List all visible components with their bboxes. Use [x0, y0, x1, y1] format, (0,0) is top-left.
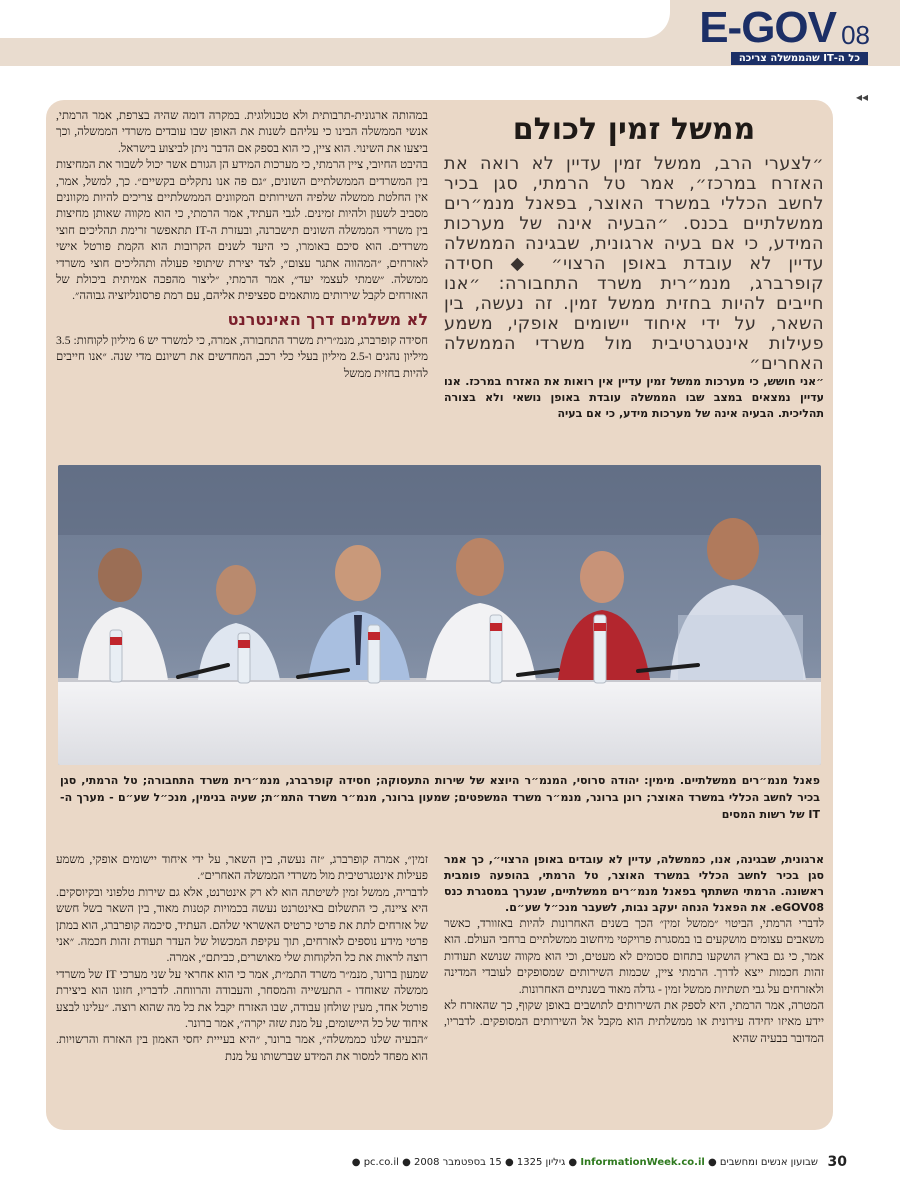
body-paragraph: לדברי הרמתי, הביטוי ״ממשל זמין״ הכך בשנים האחרונות להיות באזוורד, כאשר משאבים עצומים מושקעים בו במסגרת פרויקטי מיחשוב ממשלתיים ברחבי העולם. הוא אמר, כי גם בארץ הושקעו בתחום סכומים לא מעטים, וכי הוא מקווה שנושא תעודות זהות חכמות ייצא לדרך. הרמתי ציין, שכמות השירותים שמסופקים לעובדי המדינה ולאזרחים על גבי תשתיות ממשל זמין - גדלה מאוד בשנתיים האחרונות. [444, 917, 824, 996]
folio-line [352, 1157, 818, 1168]
page-footer [0, 1154, 900, 1174]
logo-number: 08 [841, 20, 870, 50]
body-paragraph: שמעון ברונר, מנמ״ר משרד התמ״ת, אמר כי הוא אחראי על שני מערכי IT של משרדי ממשלה שאוחדו - התעשייה והמסחר, והעבודה והרווחה. לדבריו, חזונו הוא ביצירת פורטל אחד, מעין שולחן עבודה, שבו האזרח יקבל את כל מה שהוא רוצה. ״עלינו לבצע איחוד של כל היישומים, על מנת שזה יקרה״, אמר ברונר. [56, 967, 428, 1031]
intro-paragraph: ״לצערי הרב, ממשל זמין עדיין לא רואה את האזרח במרכז״, אמר טל הרמתי, סגן בכיר לחשב הכללי במשרד האוצר, בפאנל מנמ״רים ממשלתיים בכנס. ״הבעיה אינה של מערכות המידע, כי אם בעיה ארגונית, שבגינה הממשלה עדיין לא עובדת באופן הרצוי״ ◆ חסידה קופרברג, מנמ״רית משרד התחבורה: ״אנו חייבים להיות בחזית ממשל זמין. זה נעשה, בין השאר, על ידי איחוד יישומים אופקי, משמע פעילות אינטגרטיבית מול משרדי הממשלה האחרים״ [444, 154, 824, 374]
folio-pre: שבועון אנשים ומחשבים ● [704, 1157, 818, 1168]
body-paragraph-bold: ארגונית, שבגינה, אנו, כממשלה, עדיין לא עובדים באופן הרצוי״, כך אמר סגן בכיר לחשב הכללי במשרד האוצר, טל הרמתי, בהופעה פומבית ראשונה. הרמתי השתתף בפאנל מנמ״רים ממשלתיים, שנערך במסגרת כנס eGOV08. את הפאנל הנחה יעקב נבות, לשעבר מנכ״ל שע״ם. [444, 853, 824, 914]
logo-tagline: כל ה-IT שהממשלה צריכה [731, 52, 868, 65]
body-paragraph: זמין״, אמרה קופרברג, ״זה נעשה, בין השאר, על ידי איחוד יישומים אופקי, משמע פעילות אינטגרטיבית מול משרדי הממשלה האחרים״. [56, 853, 428, 883]
folio-post: ● גיליון 1325 ● 15 בספטמבר 2008 ● pc.co.il ● [351, 1157, 581, 1168]
site-link[interactable]: InformationWeek.co.il [580, 1157, 705, 1168]
headline: ממשל זמין לכולם [512, 112, 756, 147]
panel-photo [58, 465, 821, 765]
page-number: 30 [827, 1154, 847, 1170]
body-paragraph: ״הבעיה שלנו כממשלה״, אמר ברונר, ״היא בעייית יחסי האמון בין האזרח והרשויות. הוא מפחד למסור את המידע שברשותו על מנת [56, 1033, 428, 1063]
article-bottom-right [444, 852, 824, 1122]
article-box [46, 100, 833, 1130]
section-arrow-icon: ◂◂ [855, 90, 868, 104]
article-top-left [56, 108, 428, 464]
lead-paragraph: ״אני חושש, כי מערכות ממשל זמין עדיין אין רואות את האזרח במרכז. אנו עדיין נמצאים במצב שבו הממשלה עובדת באופן נושאי ולא בצורה תהליכית. הבעיה אינה של מערכות מידע, כי אם בעיה [444, 375, 824, 420]
header-cutout [0, 0, 670, 38]
body-paragraph: חסידה קופרברג, מנמ״רית משרד התחבורה, אמרה, כי למשרד יש 6 מיליון לקוחות: 3.5 מיליון נהגים ו-2.5 מיליון בעלי כלי רכב, המחדשים את רשיונם מדי שנה. ״אנו חייבים להיות בחזית ממשל [56, 333, 428, 380]
body-paragraph: בהיבט החיובי, ציין הרמתי, כי מערכות המידע הן הגורם אשר יכול לשבור את המחיצות בין המשרדים הממשלתיים השונים, ״גם פה אנו נתקלים בקשיים״. כך, למשל, אמר, אין החלטת ממשלה שלפיה השירותים המקוונים הממשלתיים צריכים להיות מקוונים מסביב לשעון ולהיות זמינים. לגבי העתיד, אמר הרמתי, כי הוא מקווה שאותן מחיצות בין משרדי הממשלה השונים תישברנה, ובעזרת ה-IT תתאפשר זרימת תהליכים חוצי משרדים. הוא סיכם באומרו, כי היעד לשנים הקרובות הוא הקמת פורטל אישי לאזרחים, ״המהווה אתגר עצום״, לצד יצירת שיתופי פעולה ותהליכים חוצי משרדי ממשלה. ״שמתי לעצמי יעד״, אמר הרמתי, ״ליצור מהפכה אמיתית ביכולת של האזרחים לקבל שירותים מותאמים ספציפית אליהם, עם רמת פרסונליזציה גבוהה״. [56, 158, 428, 303]
body-paragraph: במהותה ארגונית-תרבותית ולא טכנולוגית. במקרה דומה שהיה בצרפת, אמר הרמתי, אנשי הממשלה הבינו כי עליהם לשנות את האופן שבו עובדים משרדי הממשלה, וכך ביצעו את השינוי. הוא ציין, כי הוא בספק אם הדבר ניתן לביצוע בישראל. [56, 109, 428, 155]
egov-logo [658, 3, 870, 64]
logo-main: E-GOV [699, 3, 836, 52]
panel-photo-illustration [58, 465, 821, 765]
article-bottom-left [56, 852, 428, 1122]
body-paragraph: המטרה, אמר הרמתי, היא לספק את השירותים לתושבים באופן שקוף, כך שהאזרח לא יידע מאיזו יחידה עירונית או ממשלתית הוא מקבל אל השירותים המסופקים. לדבריו, המדובר בבעיה שהיא [444, 999, 824, 1045]
subheading: לא משלמים דרך האינטרנט [227, 309, 428, 329]
photo-caption: פאנל מנמ״רים ממשלתיים. מימין: יהודה סרוסי, המנמ״ר היוצא של שירות התעסוקה; חסידה קופרברג, מנמ״רית משרד התחבורה; טל הרמתי, סגן בכיר לחשב הכללי במשרד האוצר; רונן ברונר, מנמ״ר משרד המשפטים; שמעון ברונר, מנמ״ר משרד התמ״ת; שעיה בנימין, מנכ״ל שע״ם - מערך ה-IT של רשות המסים [60, 774, 820, 821]
body-paragraph: לדבריה, ממשל זמין לשיטתה הוא לא רק אינטרנט, אלא גם שירות טלפוני ובקיוסקים. היא ציינה, כי התשלום באינטרנט נעשה בכמויות קטנות מאוד, בין השאר בשל חשש של אזרחים לתת את פרטי כרטיס האשראי שלהם. העתיד, סיכמה קופרברג, הוא במתן פרטי מידע נוספים לאזרחים, תוך עקיפת המכשול של העדר תעודת זהות חכמה. ״אני רוצה לראות את כל הלקוחות שלי מאושרים, כביתם״, אמרה. [56, 885, 428, 965]
article-top-right [444, 108, 824, 458]
